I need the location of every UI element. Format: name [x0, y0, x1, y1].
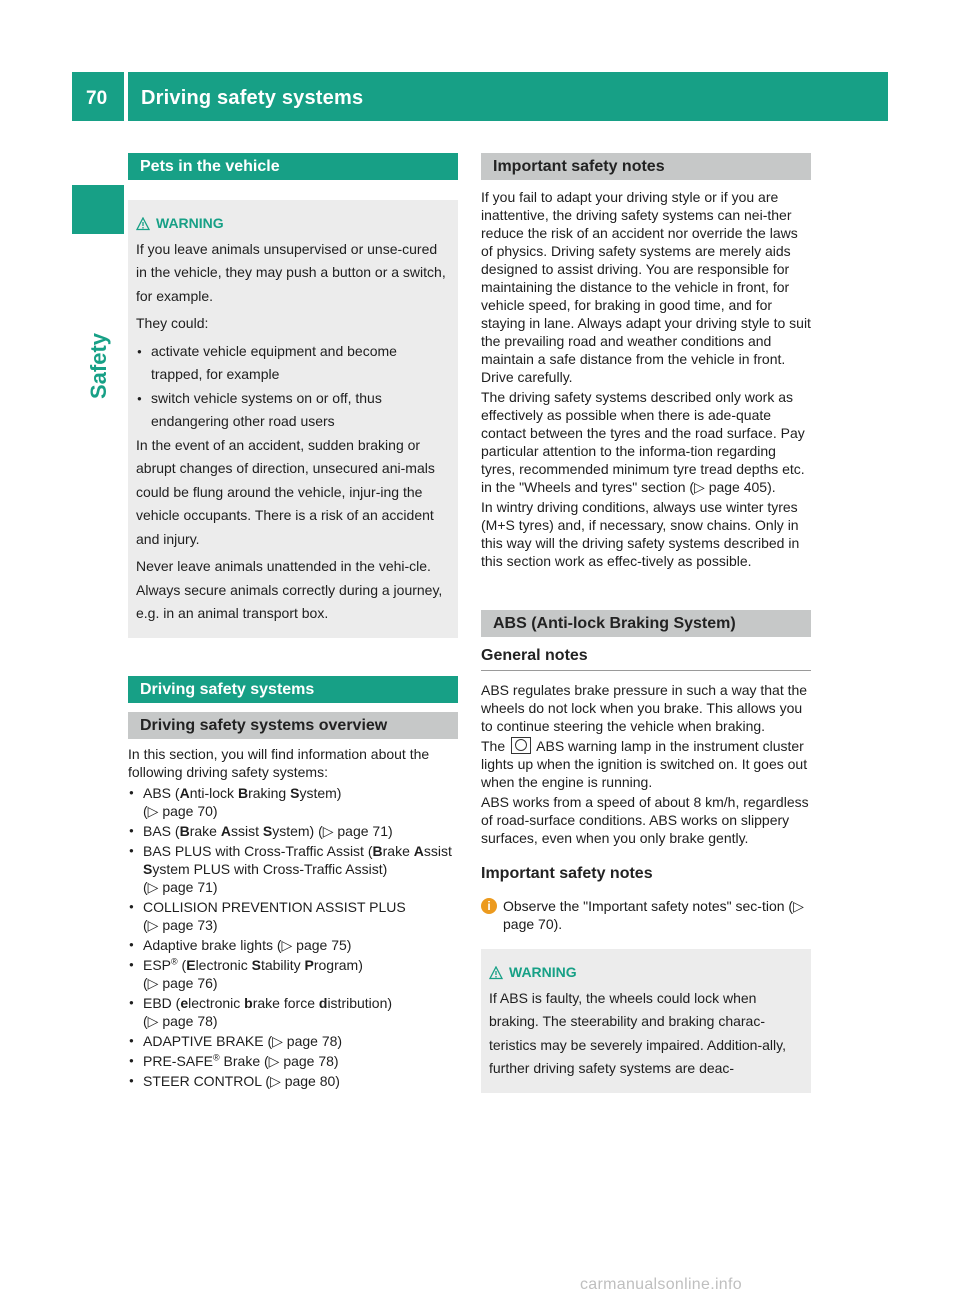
pets-warning-p4: Never leave animals unattended in the vehi-cle. Always secure animals correctly during a journey, e.g. in an animal transport box. — [136, 558, 443, 621]
pets-warning-box — [128, 200, 458, 638]
page-number: 70 — [86, 88, 108, 109]
dss-list — [128, 784, 458, 1090]
side-tab-block — [72, 185, 124, 234]
abs-warning-text: If ABS is faulty, the wheels could lock when braking. The steerability and braking charac-teristics may be severely impaired. Addition-ally, further driving safety systems are deac- — [489, 989, 786, 1076]
watermark: carmanualsonline.info — [580, 1276, 742, 1293]
dss-overview-title: Driving safety systems overview — [128, 712, 458, 739]
warning-triangle-icon — [489, 966, 503, 980]
right-column — [481, 153, 811, 1093]
page-number-block — [72, 72, 124, 121]
list-item: ● switch vehicle systems on or off, thus endangering other road users — [136, 387, 450, 434]
general-notes-heading: General notes — [481, 647, 811, 671]
list-item: ● ESP® (Electronic Stability Program) (▷ page 76) — [128, 956, 458, 992]
warning-label: WARNING — [156, 215, 224, 231]
warning-heading — [136, 212, 450, 236]
pets-warning-p2: They could: — [136, 315, 209, 331]
abs-section-title: ABS (Anti-lock Braking System) — [481, 610, 811, 637]
dss-intro: In this section, you will find information about the following driving safety systems: — [128, 745, 430, 780]
section-header-bar — [128, 72, 888, 121]
pets-warning-list — [136, 340, 450, 434]
abs-isn-heading: Important safety notes — [481, 865, 653, 882]
list-item: ● BAS (Brake Assist System) (▷ page 71) — [128, 822, 458, 840]
list-item: ● ABS (Anti-lock Braking System) (▷ page 70) — [128, 784, 458, 820]
list-item: ● Adaptive brake lights (▷ page 75) — [128, 936, 458, 954]
dss-section-title: Driving safety systems — [128, 676, 458, 703]
abs-p3: ABS works from a speed of about 8 km/h, regardless of road-surface conditions. ABS works on slippery surfaces, even when you only brake gently. — [481, 794, 809, 846]
dss-overview-body — [128, 745, 458, 1090]
info-note — [481, 897, 811, 933]
warning-heading — [489, 961, 803, 985]
warning-triangle-icon — [136, 217, 150, 231]
isn-body — [481, 188, 811, 570]
page-ref: (▷ page 71) — [318, 822, 393, 839]
page-ref: (▷ page 71) — [143, 878, 218, 895]
list-item: ● COLLISION PREVENTION ASSIST PLUS (▷ page 73) — [128, 898, 458, 934]
list-item: ● EBD (electronic brake force distribution) (▷ page 78) — [128, 994, 458, 1030]
page-ref: (▷ page 76) — [143, 974, 218, 991]
isn-p3: In wintry driving conditions, always use winter tyres (M+S tyres) and, if necessary, snow chains. Only in this way will the driving safety systems described in this section work as effec-tively as possible. — [481, 499, 800, 569]
page-ref: (▷ page 70) — [143, 802, 218, 819]
abs-warning-lamp-icon — [511, 737, 531, 754]
page-ref: (▷ page 73) — [143, 916, 218, 933]
abs-general-body — [481, 681, 811, 847]
pets-section-title: Pets in the vehicle — [128, 153, 458, 180]
abs-p1: ABS regulates brake pressure in such a way that the wheels do not lock when you brake. This allows you to continue steering the vehicle when braking. — [481, 682, 808, 734]
list-item: ● STEER CONTROL (▷ page 80) — [128, 1072, 458, 1090]
list-item: ● activate vehicle equipment and become trapped, for example — [136, 340, 450, 387]
list-item: ● BAS PLUS with Cross-Traffic Assist (Brake Assist System PLUS with Cross-Traffic Assist) (▷ page 71) — [128, 842, 458, 896]
warning-label: WARNING — [509, 964, 577, 980]
list-item: ● ADAPTIVE BRAKE (▷ page 78) — [128, 1032, 458, 1050]
section-title: Driving safety systems — [141, 87, 364, 109]
list-item: ● PRE-SAFE® Brake (▷ page 78) — [128, 1052, 458, 1070]
side-tab — [84, 326, 114, 406]
page-ref: (▷ page 78) — [143, 1012, 218, 1029]
pets-warning-p1: If you leave animals unsupervised or unse-cured in the vehicle, they may push a button or a switch, for example. — [136, 240, 446, 304]
isn-section-title: Important safety notes — [481, 153, 811, 180]
pets-warning-p3: In the event of an accident, sudden braking or abrupt changes of direction, unsecured ani-mals could be flung around the vehicle, injur-ing the vehicle occupants. There is a risk of an accident and injury. — [136, 436, 435, 547]
isn-p2: The driving safety systems described only work as effectively as possible when there is ade-quate contact between the tyres and the road surface. Pay particular attention to the informa-tion regarding tyres, recommended minimum tyre tread depths etc. in the "Wheels and tyres" section (▷ page 405). — [481, 389, 805, 495]
abs-warning-box — [481, 949, 811, 1093]
left-column — [128, 153, 458, 1092]
abs-p2: The ABS warning lamp in the instrument cluster lights up when the ignition is switched on. It goes out when the engine is running. — [481, 738, 808, 790]
isn-p1: If you fail to adapt your driving style or if you are inattentive, the driving safety systems can nei-ther reduce the risk of an accident nor override the laws of physics. Driving safety systems are merely aids designed to assist driving. You are responsible for maintaining the distance to the vehicle in front, for vehicle speed, for braking in good time, and for staying in lane. Always adapt your driving style to suit the prevailing road and weather conditions and maintain a safe distance from the vehicle in front. Drive carefully. — [481, 189, 811, 385]
info-note-text: Observe the "Important safety notes" sec-tion (▷ page 70). — [503, 898, 804, 932]
info-icon: i — [481, 898, 497, 914]
side-tab-label: Safety — [86, 332, 111, 400]
